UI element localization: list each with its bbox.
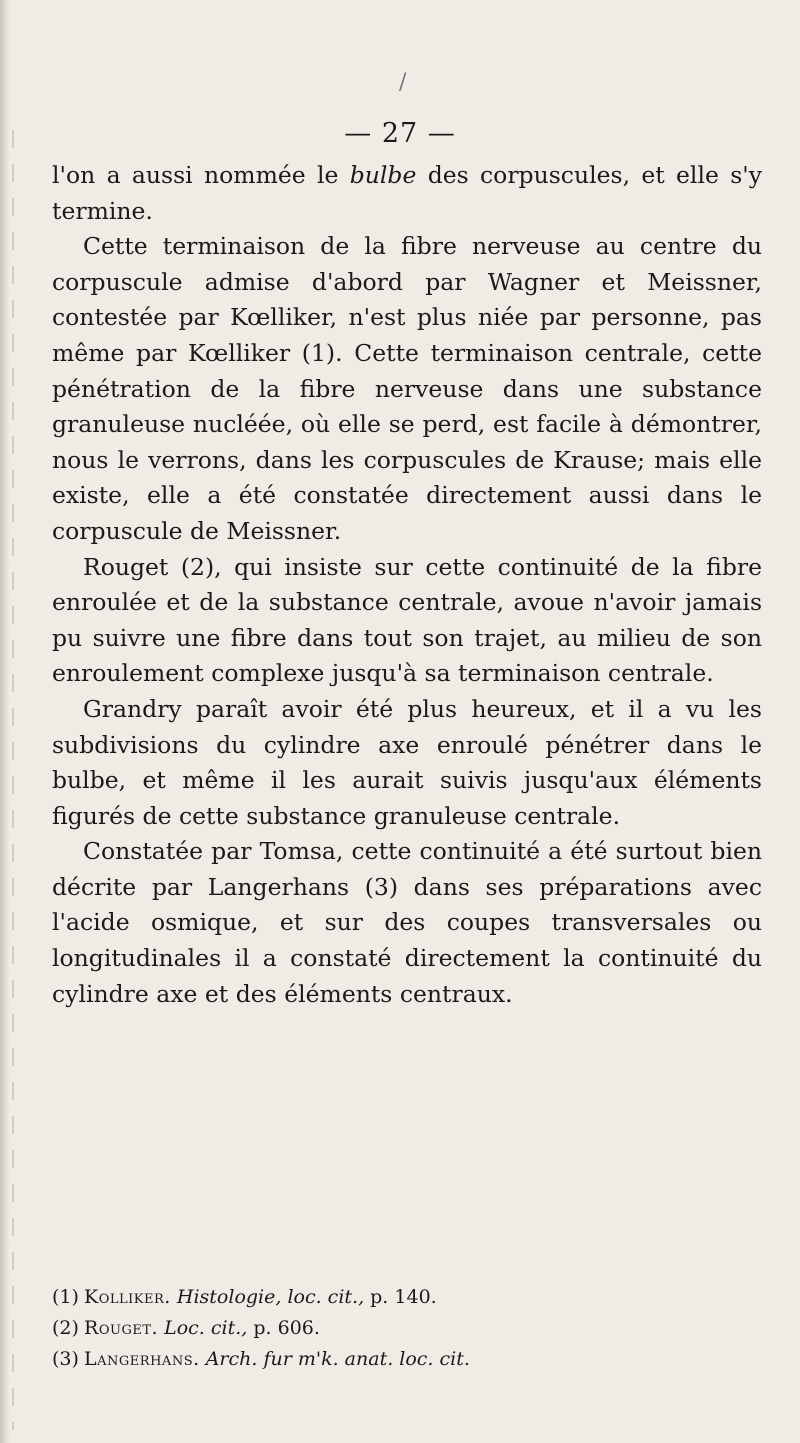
footnote-3: (3) Langerhans. Arch. fur m'k. anat. loc. cit. <box>52 1348 470 1370</box>
footnote-1: (1) Kolliker. Histologie, loc. cit., p. 140. <box>52 1286 437 1308</box>
footnote-2: (2) Rouget. Loc. cit., p. 606. <box>52 1317 320 1339</box>
page-edge-shadow <box>0 0 10 1443</box>
paragraph-1: l'on a aussi nommée le bulbe des corpuscules, et elle s'y termine. <box>52 161 762 225</box>
footnotes <box>52 1282 762 1375</box>
body-text <box>52 158 762 1012</box>
top-mark: / <box>399 70 407 95</box>
paragraph-2: Cette terminaison de la fibre nerveuse au centre du corpuscule admise d'abord par Wagner et Meissner, contestée par Kœlliker, n'est plus niée par personne, pas même par Kœlliker (1). Cette terminaison centrale, cette pénétration de la fibre nerveuse dans une substance granuleuse nucléée, où elle se perd, est facile à démontrer, nous le verrons, dans les corpuscules de Krause; mais elle existe, elle a été constatée directement aussi dans le corpuscule de Meissner. <box>52 232 762 545</box>
emphasis-bulbe: bulbe <box>349 161 417 189</box>
paragraph-3: Rouget (2), qui insiste sur cette continuité de la fibre enroulée et de la substance centrale, avoue n'avoir jamais pu suivre une fibre dans tout son trajet, au milieu de son enroulement complexe jusqu'à sa terminaison centrale. <box>52 552 762 688</box>
paragraph-4: Grandry paraît avoir été plus heureux, et il a vu les subdivisions du cylindre axe enroulé pénétrer dans le bulbe, et même il les aurait suivis jusqu'aux éléments figurés de cette substance granuleuse centrale. <box>52 694 762 830</box>
page-number: — 27 — <box>344 118 456 149</box>
binding-margin <box>12 130 14 1430</box>
paragraph-5: Constatée par Tomsa, cette continuité a été surtout bien décrite par Langerhans (3) dans ses préparations avec l'acide osmique, et sur des coupes transversales ou longitudinales il a constaté directement la continuité du cylindre axe et des éléments centraux. <box>52 837 762 1008</box>
